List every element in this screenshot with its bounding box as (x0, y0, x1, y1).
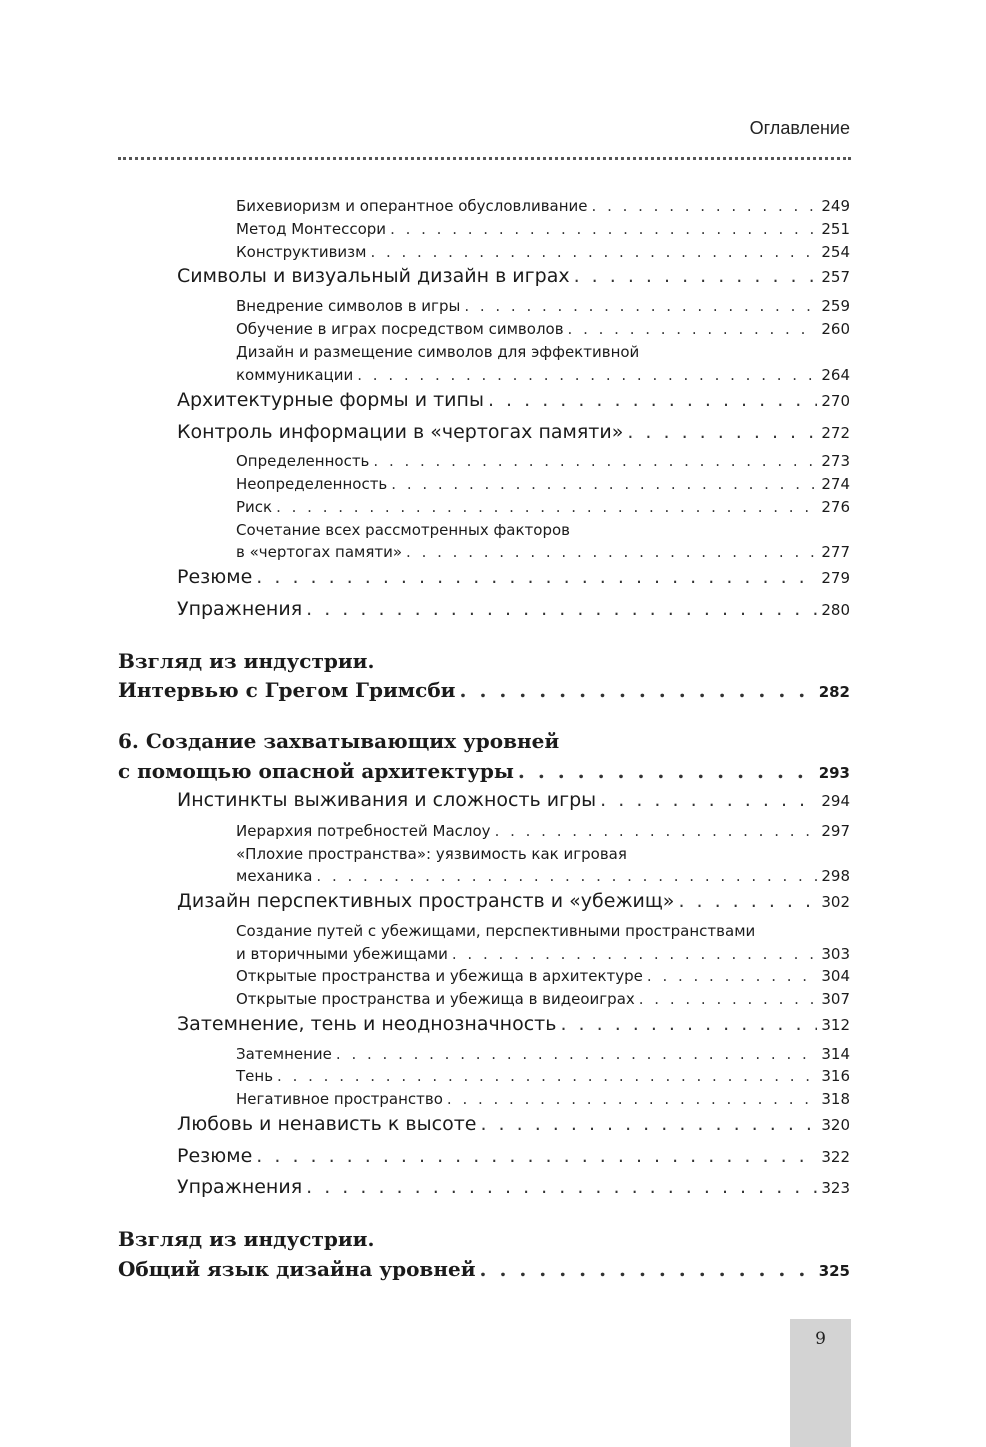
toc-entry-line: Сочетание всех рассмотренных факторов (236, 521, 571, 539)
toc-entry: Бихевиоризм и оперантное обусловливание . . . 249 (236, 197, 850, 215)
toc-entry: Риск . . . 276 (236, 498, 850, 516)
toc-entry: Тень . . . 316 (236, 1067, 850, 1085)
toc-entry: Резюме . . . 322 (177, 1145, 850, 1167)
toc-chapter-line: 6. Создание захватывающих уровней (118, 729, 560, 753)
toc-entry: Открытые пространства и убежища в видеоиграх . . . 307 (236, 990, 850, 1008)
toc-part-line: Взгляд из индустрии. (118, 649, 375, 673)
page-number: 9 (815, 1329, 826, 1349)
toc-entry-line: Создание путей с убежищами, перспективными пространствами (236, 922, 756, 940)
toc-entry: Упражнения . . . 280 (177, 598, 850, 620)
toc-entry: Резюме . . . 279 (177, 566, 850, 588)
toc-entry: Затемнение . . . 314 (236, 1045, 850, 1063)
toc-entry: Обучение в играх посредством символов . . . 260 (236, 320, 850, 338)
toc-entry-line: Дизайн и размещение символов для эффективной (236, 343, 640, 361)
toc-part: Интервью с Грегом Гримсби . . . 282 (118, 678, 850, 702)
toc-entry: и вторичными убежищами . . . 303 (236, 945, 850, 963)
header-divider (118, 157, 851, 160)
toc-entry: Неопределенность . . . 274 (236, 475, 850, 493)
toc-part: Общий язык дизайна уровней . . . 325 (118, 1257, 850, 1281)
toc-entry-line: «Плохие пространства»: уязвимость как игровая (236, 845, 627, 863)
toc-entry: Упражнения . . . 323 (177, 1176, 850, 1198)
toc-entry: Затемнение, тень и неоднозначность . . . 312 (177, 1013, 850, 1035)
running-header: Оглавление (749, 118, 850, 138)
toc-entry: Метод Монтессори . . . 251 (236, 220, 850, 238)
toc-part-line: Взгляд из индустрии. (118, 1227, 375, 1251)
toc-chapter: с помощью опасной архитектуры . . . 293 (118, 759, 850, 783)
toc-entry: Архитектурные формы и типы . . . 270 (177, 389, 850, 411)
toc-entry: Дизайн перспективных пространств и «убежищ» . . . 302 (177, 890, 850, 912)
toc-entry: Инстинкты выживания и сложность игры . . . 294 (177, 789, 850, 811)
toc-entry: коммуникации . . . 264 (236, 366, 850, 384)
page-number-tab (790, 1319, 851, 1447)
toc-entry: Открытые пространства и убежища в архитектуре . . . 304 (236, 967, 850, 985)
toc-entry: Символы и визуальный дизайн в играх . . . 257 (177, 265, 850, 287)
toc-entry: Определенность . . . 273 (236, 452, 850, 470)
toc-entry: в «чертогах памяти» . . . 277 (236, 543, 850, 561)
toc-entry: Иерархия потребностей Маслоу . . . 297 (236, 822, 850, 840)
toc-entry: Конструктивизм . . . 254 (236, 243, 850, 261)
toc-entry: Любовь и ненависть к высоте . . . 320 (177, 1113, 850, 1135)
toc-entry: Внедрение символов в игры . . . 259 (236, 297, 850, 315)
toc-entry: Негативное пространство . . . 318 (236, 1090, 850, 1108)
toc-entry: механика . . . 298 (236, 867, 850, 885)
toc-entry: Контроль информации в «чертогах памяти» . . . 272 (177, 421, 850, 443)
